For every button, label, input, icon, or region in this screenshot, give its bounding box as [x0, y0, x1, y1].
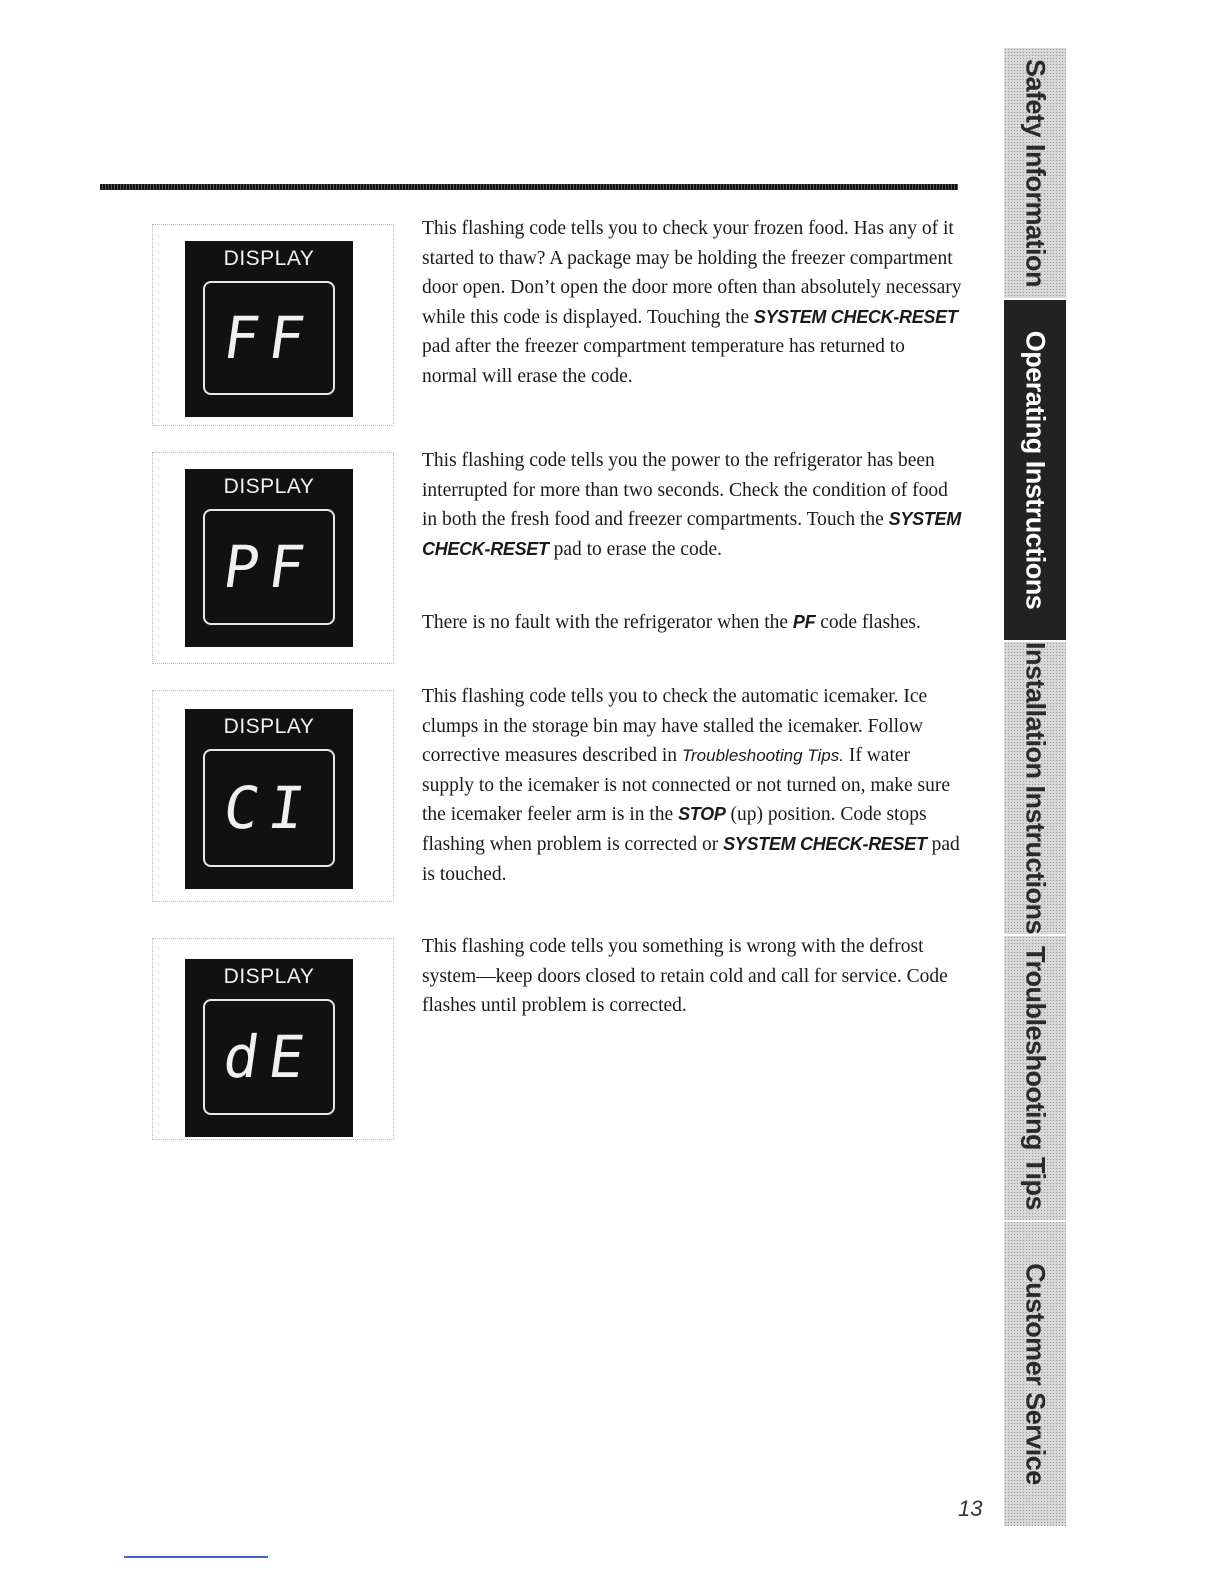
display-label: DISPLAY: [223, 475, 315, 498]
tab-troubleshooting-tips[interactable]: [1004, 936, 1066, 1222]
display-label: DISPLAY: [223, 715, 315, 738]
ci-keyword-reset: SYSTEM CHECK-RESET: [723, 833, 927, 854]
display-panel: [185, 469, 353, 647]
ff-description: [422, 214, 962, 392]
tab-safety-information[interactable]: [1004, 48, 1066, 300]
tab-label: Operating Instructions: [1020, 330, 1051, 610]
tab-customer-service[interactable]: [1004, 1222, 1066, 1526]
display-label: DISPLAY: [223, 247, 315, 270]
page-number: 13: [958, 1496, 983, 1521]
ff-text-2: pad after the freezer compartment temperature has returned to normal will erase the code.: [422, 336, 905, 387]
pf-text-2: pad to erase the code.: [548, 538, 722, 560]
tab-label: Customer Service: [1020, 1263, 1051, 1485]
tab-label: Safety Information: [1020, 58, 1051, 288]
display-illustration: [152, 938, 394, 1140]
tab-operating-instructions[interactable]: [1004, 300, 1066, 642]
ci-reference: Troubleshooting Tips.: [681, 746, 844, 766]
pf-keyword: SYSTEM CHECK-RESET: [422, 509, 961, 559]
pf-note-text-1: There is no fault with the refrigerator when the: [422, 612, 793, 633]
pf-text-1: This flashing code tells you the power to the refrigerator has been interrupted for more than two seconds. Check the condition of food in both the fresh food and freezer compartments. Touch the: [422, 450, 948, 531]
display-illustration: [152, 224, 394, 426]
footer-line: [124, 1556, 268, 1558]
ci-keyword-stop: STOP: [678, 804, 726, 825]
display-illustration: [152, 452, 394, 664]
ci-text-2: If water supply to the icemaker is not connected or not turned on, make sure the icemaker feeler arm is in the: [422, 745, 950, 826]
de-text-1: This flashing code tells you something is wrong with the defrost system—keep doors closed to retain cold and call for service. Code flashes until problem is corrected.: [422, 936, 948, 1017]
display-window: [203, 509, 335, 625]
display-panel: [185, 241, 353, 417]
display-code: FF: [219, 304, 319, 372]
header-rule: [100, 184, 958, 190]
display-panel: [185, 959, 353, 1137]
display-window: [203, 749, 335, 867]
ci-text-4: pad is touched.: [422, 833, 960, 885]
ci-text-1: This flashing code tells you to check the automatic icemaker. Ice clumps in the storage bin may have stalled the icemaker. Follow corrective measures described in: [422, 686, 928, 767]
pf-description: [422, 446, 962, 564]
display-code: CI: [219, 774, 319, 842]
ci-description: [422, 682, 962, 889]
tab-label: Installation Instructions: [1020, 641, 1051, 935]
display-code: PF: [219, 533, 319, 601]
display-window: [203, 281, 335, 395]
de-description: [422, 932, 962, 1021]
ff-text-1: This flashing code tells you to check your frozen food. Has any of it started to thaw? A package may be holding the freezer compartment door open. Don’t open the door more often than absolutely necessary while this code is displayed. Touching the: [422, 218, 962, 328]
display-label: DISPLAY: [223, 965, 315, 988]
tab-label: Troubleshooting Tips: [1020, 946, 1051, 1210]
pf-note-keyword: PF: [792, 612, 816, 632]
pf-note-text-2: code flashes.: [815, 612, 921, 633]
display-panel: [185, 709, 353, 889]
pf-note: [422, 608, 962, 638]
display-window: [203, 999, 335, 1115]
section-tabs: [1004, 48, 1066, 1526]
display-illustration: [152, 690, 394, 902]
ff-keyword: SYSTEM CHECK-RESET: [753, 306, 958, 327]
ci-text-3: (up) position. Code stops flashing when problem is corrected or: [422, 804, 927, 855]
display-code: dE: [219, 1023, 319, 1091]
tab-installation-instructions[interactable]: [1004, 642, 1066, 936]
